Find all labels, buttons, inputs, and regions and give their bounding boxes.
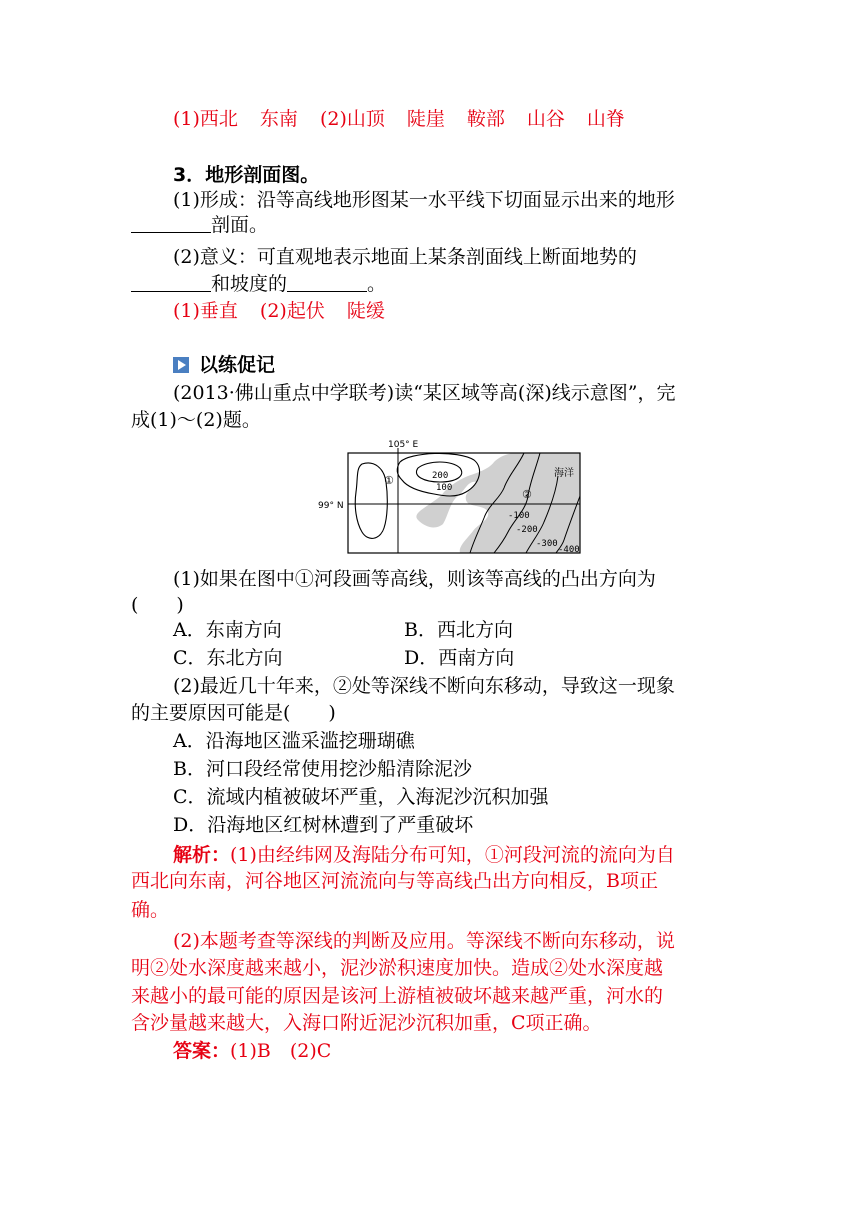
q2-option-d: D．沿海地区红树林遭到了严重破坏 (173, 814, 474, 836)
analysis-p2-line4: 含沙量越来越大，入海口附近泥沙沉积加重，C项正确。 (131, 1012, 602, 1034)
contour-map (318, 436, 588, 556)
analysis-p2-line3: 来越小的最可能的原因是该河上游植被破坏越来越严重，河水的 (131, 985, 664, 1007)
q1-stem-line1: (1)如果在图中①河段画等高线，则该等高线的凸出方向为 (173, 568, 656, 590)
answer-item: (1)西北 (173, 108, 238, 130)
longitude-label: 105° E (388, 440, 419, 450)
analysis-p1-line1 (173, 842, 675, 868)
q2-stem-line1: (2)最近几十年来，②处等深线不断向东移动，导致这一现象 (173, 675, 675, 697)
contour-label: -300 (536, 539, 558, 549)
practice-heading-text: 以练促记 (199, 354, 276, 376)
answer-item: 山脊 (586, 108, 625, 130)
final-answer-label: 答案： (173, 1040, 231, 1062)
analysis-label: 解析： (173, 844, 231, 866)
answer-item: 陡缓 (346, 300, 385, 322)
fill-blank (131, 273, 211, 292)
section3-item1-line2 (131, 212, 268, 238)
answer-line-1 (173, 106, 647, 132)
text: 剖面。 (211, 214, 269, 236)
answer-item: (2)起伏 (259, 300, 325, 322)
q1-option-c: C．东北方向 (173, 647, 283, 669)
analysis-p2-line2: 明②处水深度越来越小，泥沙淤积速度加快。造成②处水深度越 (131, 957, 664, 979)
contour-label: -400 (558, 545, 580, 555)
contour-label: 100 (436, 483, 453, 493)
latitude-label: 99° N (318, 501, 344, 511)
contour-label: -200 (516, 525, 538, 535)
answer-item: (2)山顶 (319, 108, 385, 130)
island-contour (355, 463, 387, 538)
analysis-p2-line1: (2)本题考查等深线的判断及应用。等深线不断向东移动，说 (173, 930, 675, 952)
marker-1: ① (384, 474, 394, 487)
analysis-p1-line2: 西北向东南，河谷地区河流流向与等高线凸出方向相反，B项正 (131, 870, 658, 892)
answer-item: 山谷 (526, 108, 565, 130)
answer-item: 鞍部 (466, 108, 505, 130)
text: 和坡度的 (211, 273, 288, 295)
final-answer-value: (1)B (2)C (230, 1040, 332, 1062)
section3-answer (173, 298, 407, 324)
section-title: 3．地形剖面图。 (173, 164, 320, 186)
answer-item: 陡崖 (406, 108, 445, 130)
q2-option-b: B．河口段经常使用挖沙船清除泥沙 (173, 758, 472, 780)
contour-label: 200 (432, 471, 449, 481)
text: 。 (367, 273, 387, 295)
section3-item2-line2 (131, 271, 386, 297)
answer-item: (1)垂直 (173, 300, 238, 322)
analysis-p1-line3: 确。 (131, 899, 170, 921)
fill-blank (131, 214, 211, 233)
q1-option-a: A．东南方向 (173, 619, 282, 641)
sea-label: 海洋 (554, 468, 574, 479)
q1-option-b: B．西北方向 (404, 619, 513, 641)
q1-stem-line2: ( ) (131, 594, 184, 616)
q2-option-c: C．流域内植被破坏严重，入海泥沙沉积加强 (173, 786, 549, 808)
contour-label: -100 (508, 511, 530, 521)
fill-blank (287, 273, 367, 292)
q2-option-a: A．沿海地区滥采滥挖珊瑚礁 (173, 730, 415, 752)
q2-stem-line2: 的主要原因可能是( ) (131, 702, 336, 724)
play-triangle-icon (173, 357, 189, 373)
practice-heading (173, 352, 275, 378)
section3-item2-line1: (2)意义：可直观地表示地面上某条剖面线上断面地势的 (173, 246, 637, 268)
q1-option-d: D．西南方向 (404, 647, 515, 669)
text: (1)由经纬网及海陆分布可知，①河段河流的流向为自 (230, 844, 675, 866)
practice-intro-line1: (2013·佛山重点中学联考)读“某区域等高(深)线示意图”，完 (173, 382, 676, 404)
section3-item1-line1: (1)形成：沿等高线地形图某一水平线下切面显示出来的地形 (173, 189, 675, 211)
final-answer (173, 1038, 331, 1064)
answer-item: 东南 (259, 108, 298, 130)
practice-intro-line2: 成(1)～(2)题。 (131, 409, 261, 431)
marker-2: ② (522, 488, 532, 501)
